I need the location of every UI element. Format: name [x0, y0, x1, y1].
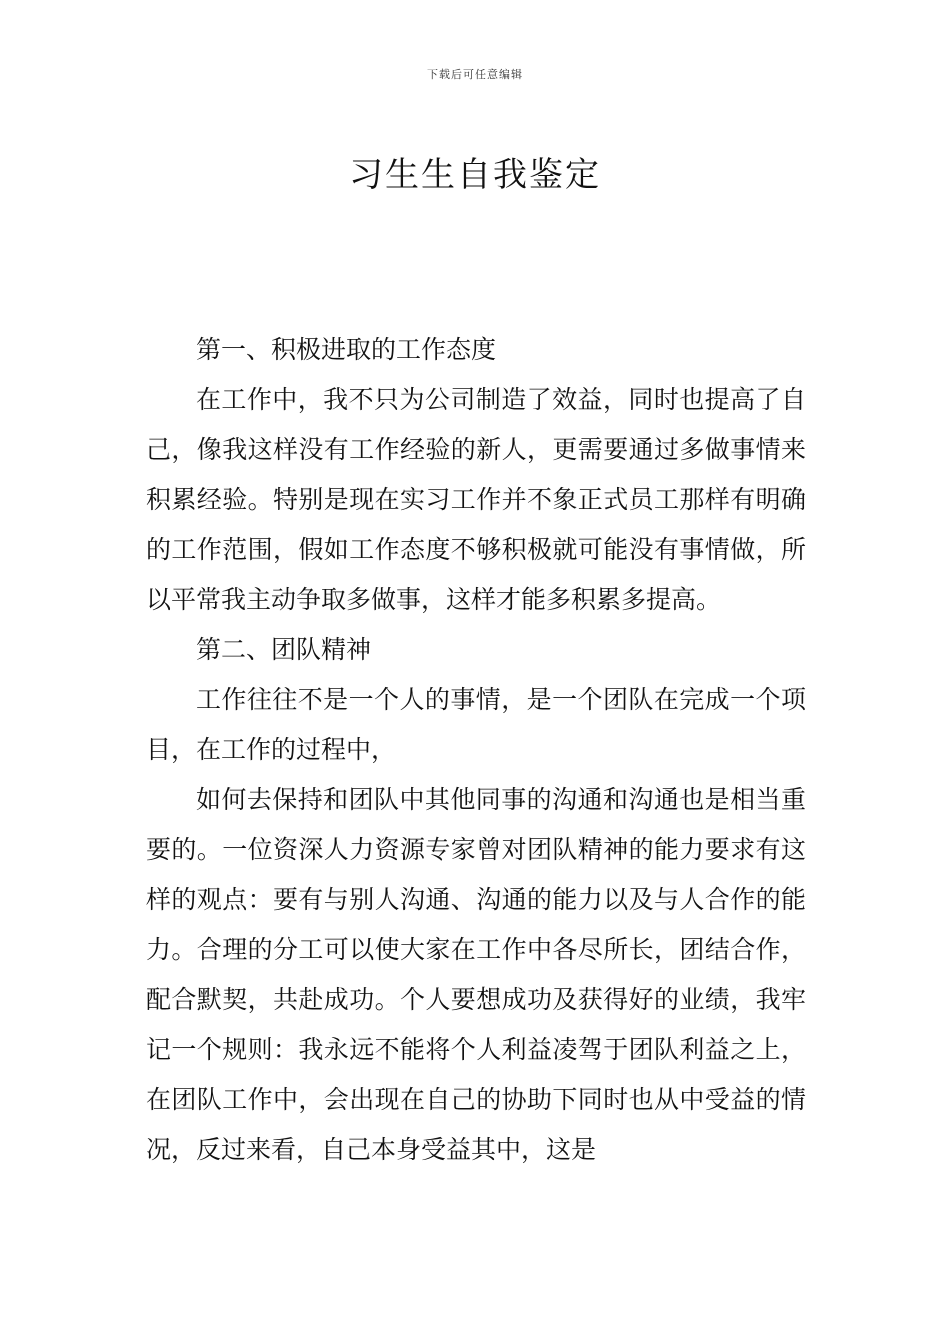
header-note: 下载后可任意编辑	[427, 68, 523, 81]
paragraph: 在工作中，我不只为公司制造了效益，同时也提高了自己，像我这样没有工作经验的新人，更需要通过多做事情来积累经验。特别是现在实习工作并不象正式员工那样有明确的工作范围，假如工作态度不够积极就可能没有事情做，所以平常我主动争取多做事，这样才能多积累多提高。	[146, 385, 806, 614]
paragraph: 如何去保持和团队中其他同事的沟通和沟通也是相当重要的。一位资深人力资源专家曾对团队精神的能力要求有这样的观点：要有与别人沟通、沟通的能力以及与人合作的能力。合理的分工可以使大家在工作中各尽所长，团结合作，配合默契，共赴成功。个人要想成功及获得好的业绩，我牢记一个规则：我永远不能将个人利益凌驾于团队利益之上，在团队工作中，会出现在自己的协助下同时也从中受益的情况，反过来看，自己本身受益其中，这是	[146, 785, 806, 1164]
document-body	[146, 325, 806, 1175]
section-heading: 第一、积极进取的工作态度	[196, 335, 497, 364]
section-heading: 第二、团队精神	[196, 635, 372, 664]
paragraph: 工作往往不是一个人的事情，是一个团队在完成一个项目，在工作的过程中，	[146, 685, 806, 764]
document-title: 习生生自我鉴定	[349, 154, 601, 195]
